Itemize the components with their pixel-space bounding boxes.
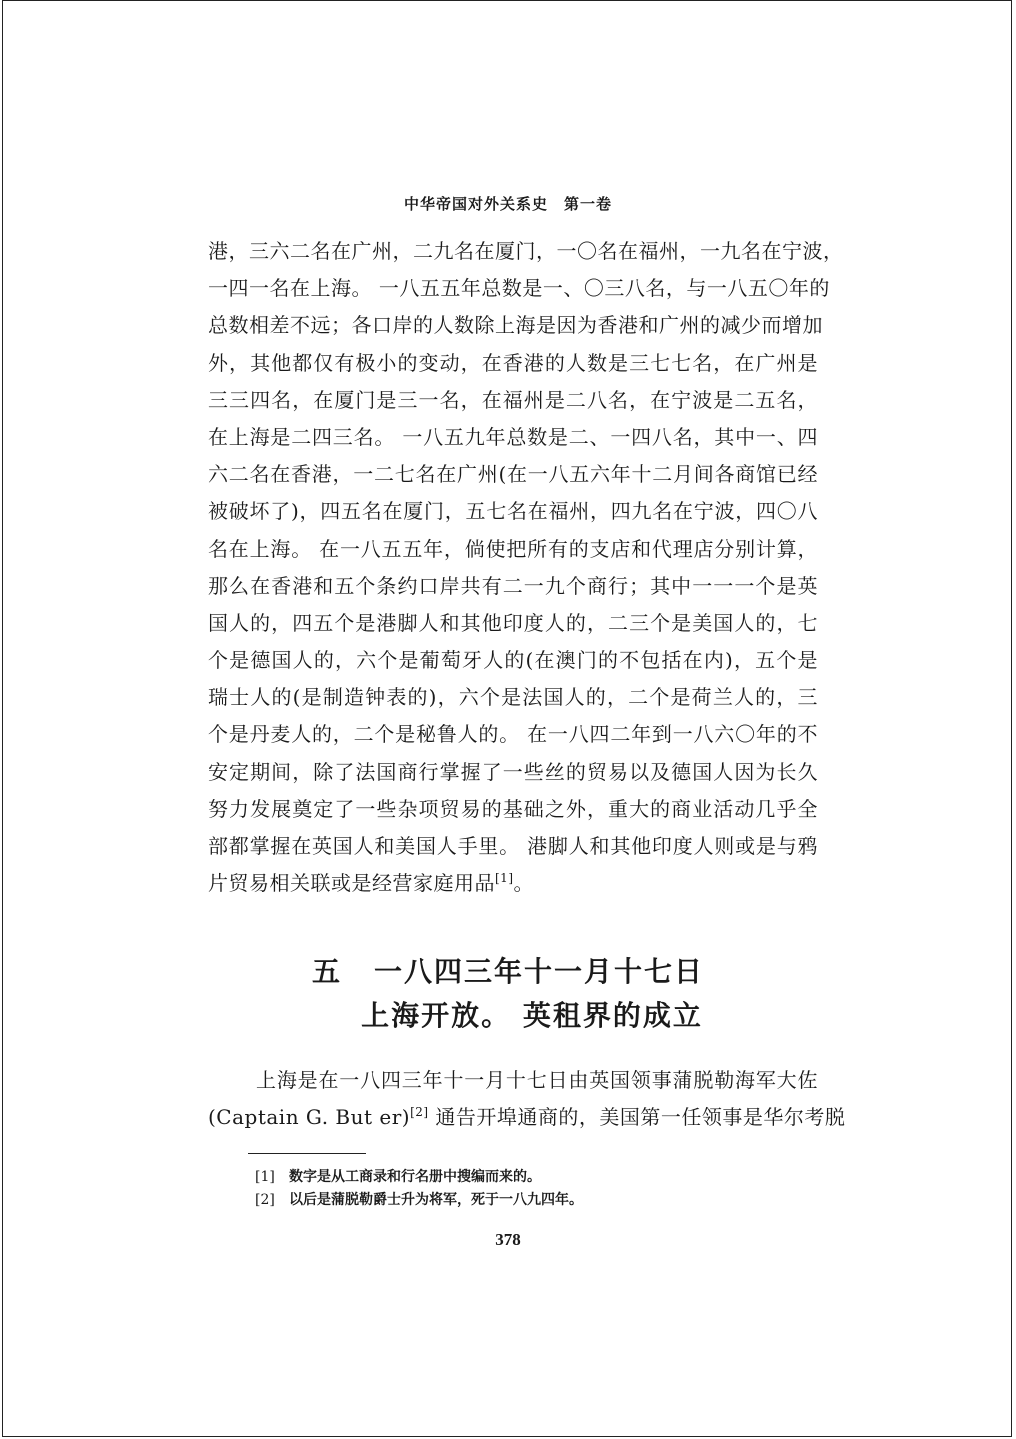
page-number: 378 — [495, 1230, 521, 1249]
body-line: 那么在香港和五个条约口岸共有二一九个商行；其中一一一个是英 — [208, 573, 818, 598]
section-para-latin: (Captain G. But er) — [208, 1105, 411, 1129]
footnote — [255, 1166, 583, 1189]
section-paragraph — [208, 1062, 846, 1136]
body-line: 安定期间，除了法国商行掌握了一些丝的贸易以及德国人因为长久 — [208, 759, 818, 784]
body-line: 在上海是二四三名。 一八五九年总数是二、一四八名，其中一、四 — [208, 424, 818, 449]
running-head: 中华帝国对外关系史 第一卷 — [403, 195, 612, 213]
section-para-rest: 通告开埠通商的，美国第一任领事是华尔考脱 — [428, 1105, 846, 1129]
body-line: 瑞士人的(是制造钟表的)，六个是法国人的，二个是荷兰人的，三 — [208, 685, 818, 710]
footnote — [255, 1189, 583, 1212]
body-line: 六二名在香港，一二七名在广州(在一八五六年十二月间各商馆已经 — [208, 462, 818, 487]
body-last-line — [208, 865, 818, 902]
section-number: 五 — [311, 955, 342, 988]
body-line: 三三四名，在厦门是三一名，在福州是二八名，在宁波是二五名， — [208, 387, 818, 412]
section-para-line: 上海是在一八四三年十一月十七日由英国领事蒲脱勒海军大佐 — [256, 1068, 818, 1092]
body-line: 个是德国人的，六个是葡萄牙人的(在澳门的不包括在内)，五个是 — [208, 648, 818, 673]
footnotes — [255, 1166, 583, 1212]
body-line: 外，其他都仅有极小的变动，在香港的人数是三七七名，在广州是 — [208, 350, 818, 375]
footnote-ref-2: [2] — [410, 1105, 429, 1119]
section-para-line — [208, 1099, 846, 1136]
body-text — [208, 233, 844, 902]
body-line: 港，三六二名在广州，二九名在厦门，一〇名在福州，一九名在宁波， — [208, 239, 844, 263]
footnote-text: 数字是从工商录和行名册中搜编而来的。 — [289, 1169, 541, 1185]
footnote-text: 以后是蒲脱勒爵士升为将军，死于一八九四年。 — [289, 1192, 583, 1208]
section-heading-line-1 — [0, 950, 1016, 990]
body-last-line-text: 片贸易相关联或是经营家庭用品 — [208, 871, 495, 896]
body-line: 个是丹麦人的，二个是秘鲁人的。 在一八四二年到一八六〇年的不 — [208, 722, 818, 747]
body-last-line-end: 。 — [513, 871, 534, 896]
footnote-ref-1: [1] — [495, 871, 514, 886]
body-line: 被破坏了)，四五名在厦门，五七名在福州，四九名在宁波，四〇八 — [208, 499, 818, 524]
body-line: 努力发展奠定了一些杂项贸易的基础之外，重大的商业活动几乎全 — [208, 796, 818, 821]
footnote-mark: [2] — [255, 1192, 275, 1208]
body-line: 国人的，四五个是港脚人和其他印度人的，二三个是美国人的，七 — [208, 610, 818, 635]
section-heading-line-2: 上海开放。 英租界的成立 — [361, 999, 703, 1032]
footnote-divider — [248, 1153, 366, 1154]
body-line: 名在上海。 在一八五五年，倘使把所有的支店和代理店分别计算， — [208, 536, 818, 561]
body-line: 总数相差不远；各口岸的人数除上海是因为香港和广州的减少而增加 — [208, 313, 823, 338]
section-title-date: 一八四三年十一月十七日 — [374, 955, 705, 988]
body-line: 部都掌握在英国人和美国人手里。 港脚人和其他印度人则或是与鸦 — [208, 834, 818, 858]
body-line: 一四一名在上海。 一八五五年总数是一、〇三八名，与一八五〇年的 — [208, 276, 830, 301]
footnote-mark: [1] — [255, 1169, 275, 1185]
